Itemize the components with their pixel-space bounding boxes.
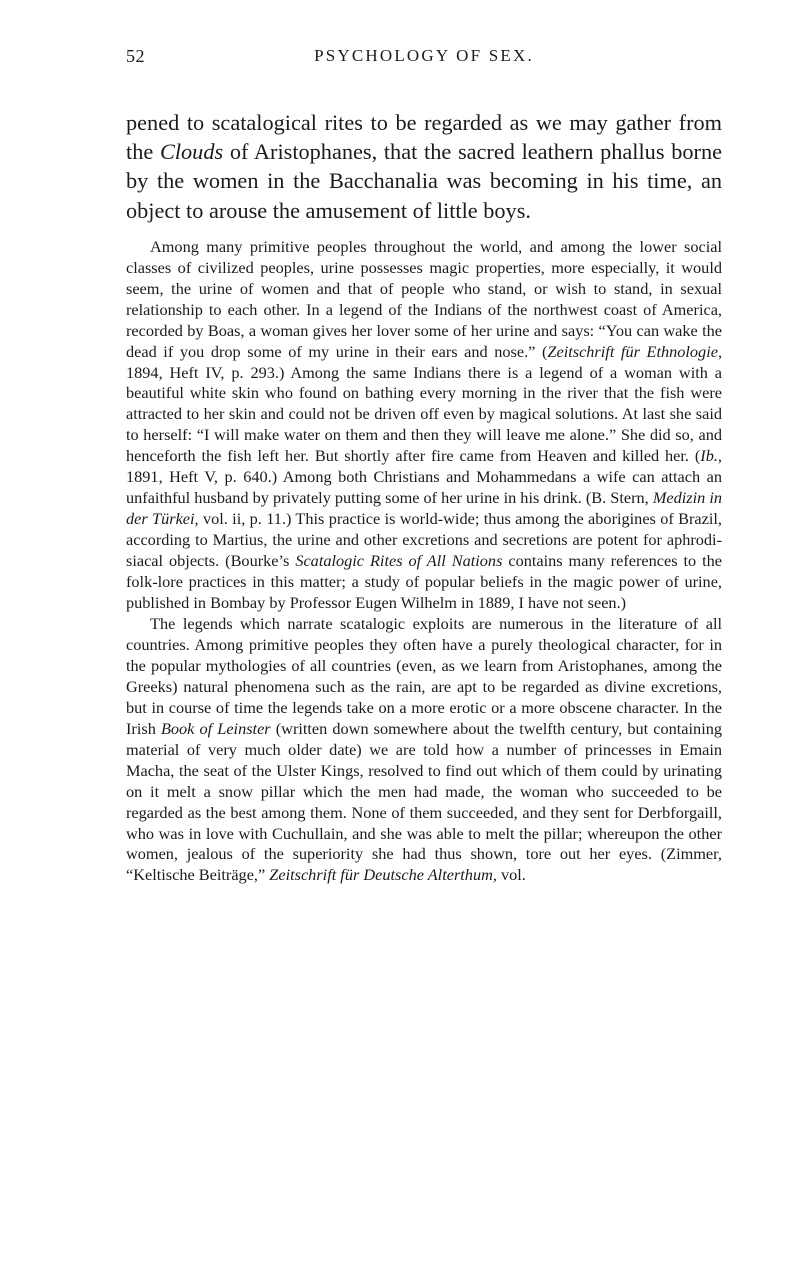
paragraph-intro	[126, 108, 722, 225]
italic-text: Book of Leinster	[160, 718, 271, 738]
italic-text: Zeitschrift für Ethnologie,	[547, 341, 723, 361]
text-run: (written down somewhere about the twelfth century, but containing material of very much older date) we are told how a number of princesses in Emain Macha, the seat of the Ulster Kings, resolved to find out which of them could by urinating on it melt a snow pillar which the men had made, the woman who succeeded to be regarded as the best among them. None of them succeeded, and they sent for Derbforgaill, who was in love with Cuchullain, and she was able to melt the pillar; whereupon the other women, jealous of the superiority she had thus shown, tore out her eyes. (Zimmer, “Keltische Beiträge,”	[126, 718, 722, 885]
page-number: 52	[126, 46, 145, 66]
text-run: The legends which narrate scatalogic exploits are numerous in the literature of all countries. Among primitive peoples they often have a purely theological character, for in the popular mythologies of all countries (even, as we learn from Aristophanes, among the Greeks) natural phenomena such as the rain, are apt to be regarded as divine excretions, but in course of time the legends take on a more erotic or a more obscene character. In the Irish	[126, 613, 722, 738]
italic-text: Zeitschrift für Deutsche Alterthum,	[269, 865, 497, 885]
text-run: contains many references to the folk-lore practices in this matter; a study of popular beliefs in the magic power of urine, published in Bombay by Professor Eugen Wilhelm in 1889, I have not seen.)	[126, 551, 722, 613]
italic-text: Ib.,	[700, 446, 722, 466]
body-text	[126, 108, 722, 886]
text-run: of Aristophanes, that the sacred leathern phallus borne by the women in the Bacchanalia was becoming in his time, an object to arouse the amusement of little boys.	[126, 139, 722, 223]
paragraph-scatalogic-legends	[126, 614, 722, 886]
running-head: PSYCHOLOGY OF SEX.	[314, 46, 534, 65]
paragraph-urine-magic	[126, 237, 722, 614]
italic-text: Medizin in der Türkei,	[126, 488, 723, 529]
text-run: 1894, Heft IV, p. 293.) Among the same Indians there is a legend of a woman with a beautiful white skin who found on bathing every morning in the river that the fish were attracted to her skin and could not be driven off even by magical solutions. At last she said to herself: “I will make water on them and then they will leave me alone.” She did so, and henceforth the fish left her. But shortly after fire came from Heaven and killed her. (	[126, 362, 722, 466]
text-run: 1891, Heft V, p. 640.) Among both Christians and Mohammedans a wife can attach an unfaithful husband by privately putting some of her urine in his drink. (B. Stern,	[126, 467, 722, 508]
italic-text: Clouds	[159, 139, 224, 165]
italic-text: Scatalogic Rites of All Nations	[295, 551, 503, 571]
text-run: vol.	[496, 865, 526, 885]
text-run: vol. ii, p. 11.) This practice is world-wide; thus among the aborigines of Brazil, according to Martius, the urine and other excretions and secretions are potent for aphrodisiacal objects. (Bourke’s	[126, 509, 722, 571]
page-header	[126, 46, 722, 70]
text-run: Among many primitive peoples throughout the world, and among the lower social classes of civilized peoples, urine possesses magic properties, more especially, it would seem, the urine of women and that of people who stand, or wish to stand, in sexual relationship to each other. In a legend of the Indians of the northwest coast of America, recorded by Boas, a woman gives her lover some of her urine and says: “You can wake the dead if you drop some of my urine in their ears and nose.” (	[126, 236, 722, 361]
text-run: pened to scatalogical rites to be regarded as we may gather from the	[126, 110, 722, 165]
